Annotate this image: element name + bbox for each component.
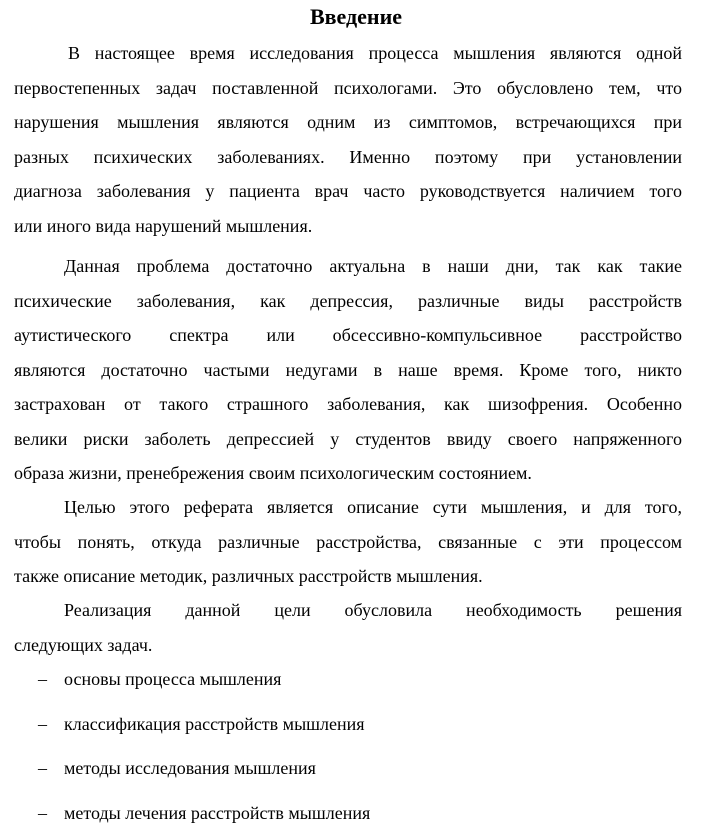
paragraph-line: психические заболевания, как депрессия, различные виды расстройств	[14, 284, 682, 319]
paragraph-line: диагноза заболевания у пациента врач часто руководствуется наличием того	[14, 174, 682, 209]
paragraph	[14, 593, 682, 662]
paragraph-line: также описание методик, различных расстройств мышления.	[14, 559, 682, 594]
paragraph-line: чтобы понять, откуда различные расстройства, связанные с эти процессом	[14, 525, 682, 560]
list-item	[38, 751, 370, 796]
paragraph	[14, 490, 682, 594]
paragraph	[14, 36, 682, 243]
list-item-text: методы лечения расстройств мышления	[64, 803, 370, 823]
paragraph-line: застрахован от такого страшного заболевания, как шизофрения. Особенно	[14, 387, 682, 422]
dash-bullet-icon: –	[38, 707, 64, 741]
paragraph-line: Целью этого реферата является описание сути мышления, и для того,	[14, 490, 682, 525]
paragraph-line: являются достаточно частыми недугами в наше время. Кроме того, никто	[14, 353, 682, 388]
paragraph-line: Данная проблема достаточно актуальна в наши дни, так как такие	[14, 249, 682, 284]
task-list	[38, 662, 370, 840]
paragraph-line: аутистического спектра или обсессивно-компульсивное расстройство	[14, 318, 682, 353]
paragraph-line: разных психических заболеваниях. Именно поэтому при установлении	[14, 140, 682, 175]
dash-bullet-icon: –	[38, 662, 64, 696]
paragraph-line: следующих задач.	[14, 628, 682, 663]
list-item-text: методы исследования мышления	[64, 758, 316, 778]
dash-bullet-icon: –	[38, 796, 64, 830]
list-item	[38, 662, 370, 707]
document-title: Введение	[0, 3, 712, 31]
paragraph-line: или иного вида нарушений мышления.	[14, 209, 682, 244]
paragraph-line: нарушения мышления являются одним из симптомов, встречающихся при	[14, 105, 682, 140]
paragraph-line: первостепенных задач поставленной психологами. Это обусловлено тем, что	[14, 71, 682, 106]
paragraph-line: велики риски заболеть депрессией у студентов ввиду своего напряженного	[14, 422, 682, 457]
list-item	[38, 796, 370, 840]
paragraph-line: В настоящее время исследования процесса мышления являются одной	[14, 36, 682, 71]
dash-bullet-icon: –	[38, 751, 64, 785]
paragraph-line: Реализация данной цели обусловила необходимость решения	[14, 593, 682, 628]
list-item-text: основы процесса мышления	[64, 669, 281, 689]
list-item-text: классификация расстройств мышления	[64, 714, 365, 734]
paragraph	[14, 249, 682, 491]
paragraph-line: образа жизни, пренебрежения своим психологическим состоянием.	[14, 456, 682, 491]
list-item	[38, 707, 370, 752]
